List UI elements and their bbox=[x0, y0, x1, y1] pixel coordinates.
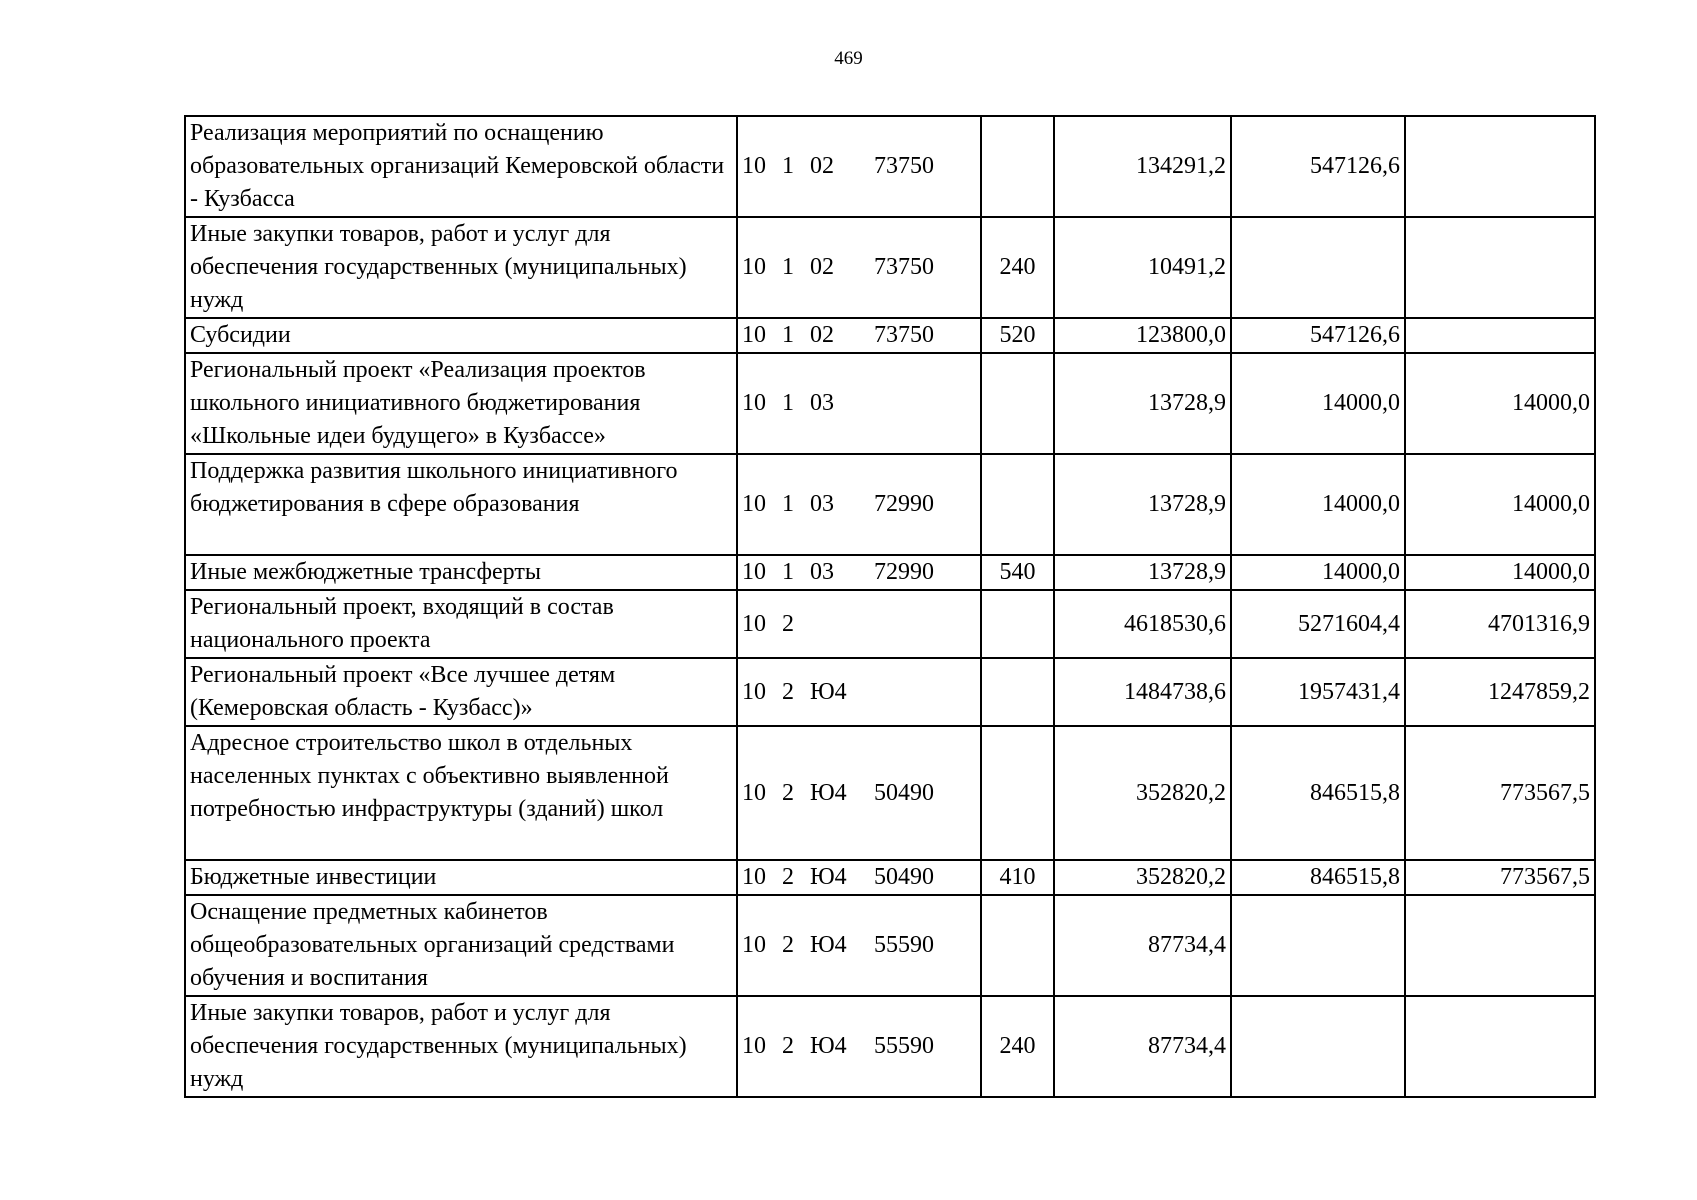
row-expense-type bbox=[981, 353, 1054, 454]
row-name: Оснащение предметных кабинетов общеобразовательных организаций средствами обучения и воспитания bbox=[185, 895, 737, 996]
row-name: Иные закупки товаров, работ и услуг для обеспечения государственных (муниципальных) нужд bbox=[185, 996, 737, 1097]
row-year3-amount: 773567,5 bbox=[1405, 860, 1595, 895]
code-pp: 1 bbox=[782, 322, 794, 348]
code-gp: 10 bbox=[742, 390, 766, 416]
row-expense-type bbox=[981, 116, 1054, 217]
row-year3-amount: 14000,0 bbox=[1405, 454, 1595, 555]
row-expense-type bbox=[981, 726, 1054, 860]
row-name: Реализация мероприятий по оснащению образовательных организаций Кемеровской области - Кузбасса bbox=[185, 116, 737, 217]
code-gp: 10 bbox=[742, 678, 766, 705]
row-code bbox=[737, 217, 981, 318]
row-year1-amount: 123800,0 bbox=[1054, 318, 1231, 353]
code-os: 03 bbox=[810, 559, 834, 585]
code-dir: 73750 bbox=[874, 153, 934, 179]
row-year3-amount bbox=[1405, 895, 1595, 996]
row-year2-amount: 14000,0 bbox=[1231, 555, 1405, 590]
code-dir: 55590 bbox=[874, 1033, 934, 1059]
code-os: 02 bbox=[810, 254, 834, 280]
row-expense-type: 240 bbox=[981, 217, 1054, 318]
code-gp: 10 bbox=[742, 559, 766, 585]
row-name: Региональный проект, входящий в состав национального проекта bbox=[185, 590, 737, 658]
row-code bbox=[737, 318, 981, 353]
code-gp: 10 bbox=[742, 1033, 766, 1059]
code-os: 02 bbox=[810, 322, 834, 348]
row-year3-amount bbox=[1405, 996, 1595, 1097]
code-pp: 1 bbox=[782, 153, 794, 179]
row-year2-amount: 14000,0 bbox=[1231, 454, 1405, 555]
row-code bbox=[737, 454, 981, 555]
code-gp: 10 bbox=[742, 491, 766, 517]
table-row bbox=[185, 353, 1595, 454]
row-name: Иные межбюджетные трансферты bbox=[185, 555, 737, 590]
row-year1-amount: 10491,2 bbox=[1054, 217, 1231, 318]
code-gp: 10 bbox=[742, 153, 766, 179]
code-os: Ю4 bbox=[810, 779, 847, 806]
table-row bbox=[185, 318, 1595, 353]
code-os: 03 bbox=[810, 491, 834, 517]
row-expense-type bbox=[981, 895, 1054, 996]
budget-table bbox=[184, 115, 1596, 1098]
row-year1-amount: 13728,9 bbox=[1054, 454, 1231, 555]
row-year2-amount: 846515,8 bbox=[1231, 726, 1405, 860]
row-name: Иные закупки товаров, работ и услуг для обеспечения государственных (муниципальных) нужд bbox=[185, 217, 737, 318]
row-year1-amount: 352820,2 bbox=[1054, 860, 1231, 895]
row-name: Поддержка развития школьного инициативного бюджетирования в сфере образования bbox=[185, 454, 737, 555]
code-os: Ю4 bbox=[810, 1033, 847, 1059]
code-gp: 10 bbox=[742, 932, 766, 958]
code-dir: 50490 bbox=[874, 864, 934, 890]
row-code bbox=[737, 590, 981, 658]
row-code bbox=[737, 658, 981, 726]
row-year1-amount: 87734,4 bbox=[1054, 996, 1231, 1097]
row-year2-amount bbox=[1231, 996, 1405, 1097]
row-name: Бюджетные инвестиции bbox=[185, 860, 737, 895]
row-year1-amount: 1484738,6 bbox=[1054, 658, 1231, 726]
code-os: Ю4 bbox=[810, 932, 847, 958]
code-gp: 10 bbox=[742, 864, 766, 890]
code-pp: 1 bbox=[782, 254, 794, 280]
row-year3-amount: 14000,0 bbox=[1405, 555, 1595, 590]
row-year2-amount bbox=[1231, 895, 1405, 996]
row-year3-amount: 4701316,9 bbox=[1405, 590, 1595, 658]
table-row bbox=[185, 860, 1595, 895]
code-pp: 2 bbox=[782, 864, 794, 890]
code-os: Ю4 bbox=[810, 678, 847, 705]
row-code bbox=[737, 860, 981, 895]
code-pp: 2 bbox=[782, 678, 794, 705]
code-pp: 1 bbox=[782, 390, 794, 416]
code-dir: 50490 bbox=[874, 779, 934, 806]
row-name: Субсидии bbox=[185, 318, 737, 353]
table-row bbox=[185, 454, 1595, 555]
row-year1-amount: 134291,2 bbox=[1054, 116, 1231, 217]
row-code bbox=[737, 116, 981, 217]
code-gp: 10 bbox=[742, 254, 766, 280]
table-row bbox=[185, 658, 1595, 726]
page-number: 469 bbox=[834, 48, 863, 69]
code-dir: 72990 bbox=[874, 491, 934, 517]
code-pp: 2 bbox=[782, 610, 794, 637]
row-expense-type: 520 bbox=[981, 318, 1054, 353]
row-expense-type: 410 bbox=[981, 860, 1054, 895]
row-expense-type bbox=[981, 454, 1054, 555]
row-year3-amount bbox=[1405, 116, 1595, 217]
table-row bbox=[185, 590, 1595, 658]
row-year3-amount: 1247859,2 bbox=[1405, 658, 1595, 726]
code-dir: 73750 bbox=[874, 322, 934, 348]
row-year2-amount bbox=[1231, 217, 1405, 318]
row-expense-type bbox=[981, 658, 1054, 726]
code-pp: 1 bbox=[782, 491, 794, 517]
row-year2-amount: 5271604,4 bbox=[1231, 590, 1405, 658]
table-row bbox=[185, 726, 1595, 860]
code-pp: 2 bbox=[782, 1033, 794, 1059]
row-year1-amount: 13728,9 bbox=[1054, 555, 1231, 590]
row-year3-amount bbox=[1405, 318, 1595, 353]
code-os: 02 bbox=[810, 153, 834, 179]
code-dir: 72990 bbox=[874, 559, 934, 585]
row-code bbox=[737, 726, 981, 860]
code-dir: 55590 bbox=[874, 932, 934, 958]
row-year2-amount: 547126,6 bbox=[1231, 318, 1405, 353]
table-row bbox=[185, 116, 1595, 217]
row-expense-type: 240 bbox=[981, 996, 1054, 1097]
code-dir: 73750 bbox=[874, 254, 934, 280]
table-row bbox=[185, 996, 1595, 1097]
row-year1-amount: 87734,4 bbox=[1054, 895, 1231, 996]
row-expense-type bbox=[981, 590, 1054, 658]
code-os: Ю4 bbox=[810, 864, 847, 890]
row-name: Региональный проект «Реализация проектов школьного инициативного бюджетирования «Школьные идеи будущего» в Кузбассе» bbox=[185, 353, 737, 454]
row-year2-amount: 846515,8 bbox=[1231, 860, 1405, 895]
code-gp: 10 bbox=[742, 779, 766, 806]
table-row bbox=[185, 217, 1595, 318]
row-year2-amount: 547126,6 bbox=[1231, 116, 1405, 217]
row-year1-amount: 4618530,6 bbox=[1054, 590, 1231, 658]
table-row bbox=[185, 895, 1595, 996]
row-year3-amount bbox=[1405, 217, 1595, 318]
row-expense-type: 540 bbox=[981, 555, 1054, 590]
row-year3-amount: 14000,0 bbox=[1405, 353, 1595, 454]
code-pp: 2 bbox=[782, 779, 794, 806]
code-os: 03 bbox=[810, 390, 834, 416]
table-row bbox=[185, 555, 1595, 590]
row-code bbox=[737, 996, 981, 1097]
code-gp: 10 bbox=[742, 322, 766, 348]
row-code bbox=[737, 895, 981, 996]
row-code bbox=[737, 353, 981, 454]
row-year3-amount: 773567,5 bbox=[1405, 726, 1595, 860]
row-code bbox=[737, 555, 981, 590]
row-year1-amount: 13728,9 bbox=[1054, 353, 1231, 454]
code-pp: 1 bbox=[782, 559, 794, 585]
code-gp: 10 bbox=[742, 610, 766, 637]
row-year2-amount: 14000,0 bbox=[1231, 353, 1405, 454]
row-year1-amount: 352820,2 bbox=[1054, 726, 1231, 860]
code-pp: 2 bbox=[782, 932, 794, 958]
row-name: Региональный проект «Все лучшее детям (Кемеровская область - Кузбасс)» bbox=[185, 658, 737, 726]
row-year2-amount: 1957431,4 bbox=[1231, 658, 1405, 726]
row-name: Адресное строительство школ в отдельных населенных пунктах с объективно выявленной потребностью инфраструктуры (зданий) школ bbox=[185, 726, 737, 860]
